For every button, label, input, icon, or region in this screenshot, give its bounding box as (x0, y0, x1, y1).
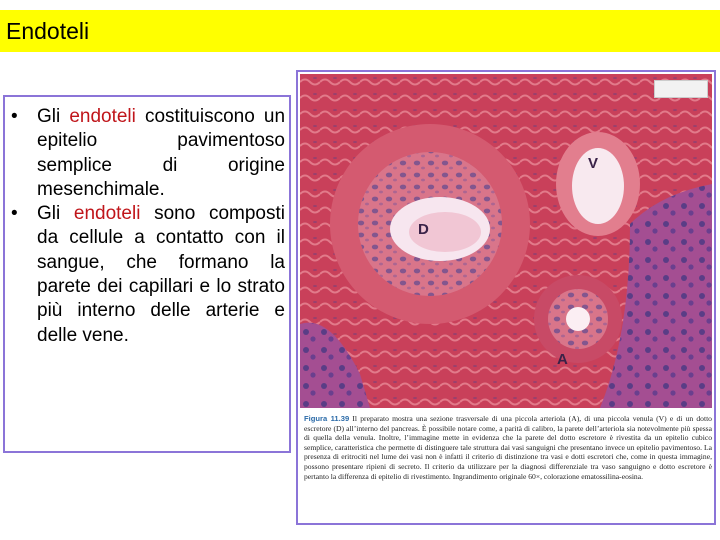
bullet-item-2 (5, 202, 285, 348)
publisher-stamp (654, 80, 708, 98)
text-panel (3, 95, 291, 453)
bullet-rest: costituiscono un epitelio pavimentoso semplice di origine mesenchimale. (37, 106, 286, 200)
caption-text: Il preparato mostra una sezione trasversale di una piccola arteriola (A), di una piccola venula (V) e di un dotto escretore (D) all’interno del pancreas. È possibile notare come, a parità di calibro, la parete dell’arteriola sia notevolmente più spessa di quella della venula. Inoltre, l’immagine mette in evidenza che la parete del dotto escretore è rivestita da un epitelio cubico semplice, caratteristica che permette di distinguere tale struttura dai vasi sanguigni che presentano invece un epitelio pavimentoso. La presenza di eritrociti nel lume dei vasi non è infatti il criterio di distinzione tra vasi e dotti escretori che, come in questa immagine, possono presentare ripieni di secreto. Il criterio da utilizzare per la diagnosi differenziale tra vaso sanguigno e dotto escretore è pertanto la differenza di epitelio di rivestimento. Ingrandimento originale 60×, colorazione ematossilina-eosina. (304, 414, 712, 481)
label-v: V (588, 155, 599, 172)
caption-label: Figura 11.39 (304, 414, 350, 423)
bullet-icon: • (11, 203, 18, 225)
bullet-highlight: endoteli (73, 203, 141, 225)
slide-title: Endoteli (6, 18, 90, 44)
figure-panel (296, 70, 716, 525)
bullet-prefix: Gli (37, 203, 74, 225)
bullet-highlight: endoteli (69, 106, 136, 127)
bullet-list (5, 105, 285, 348)
label-a: A (557, 351, 568, 368)
bullet-item-1 (5, 105, 285, 202)
title-bar (0, 10, 720, 52)
figure-caption (304, 414, 712, 481)
bullet-rest: sono composti da cellule a contatto con il sangue, che formano la parete dei capillari e lo strato più interno delle arterie e delle vene. (37, 203, 285, 346)
micrograph-image (300, 74, 712, 408)
label-d: D (418, 221, 429, 238)
bullet-icon: • (11, 106, 18, 127)
arteriole-lumen (566, 307, 590, 331)
bullet-prefix: Gli (37, 106, 70, 127)
